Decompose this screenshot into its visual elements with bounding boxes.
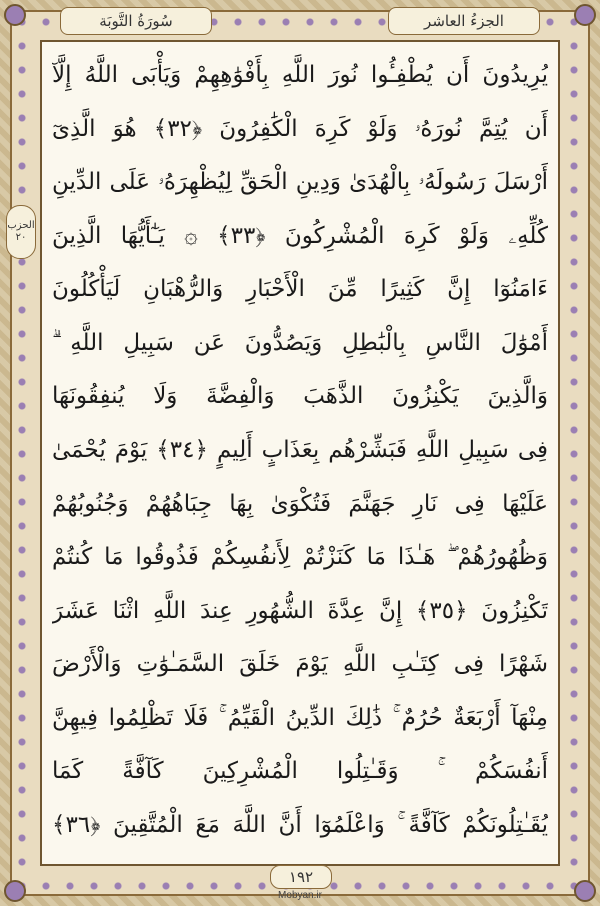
verse-line: فِى سَبِيلِ اللَّهِ فَبَشِّرْهُم بِعَذَابٍ أَلِيمٍ ﴿٣٤﴾ يَوْمَ يُحْمَىٰ <box>52 436 548 463</box>
watermark: Mobyan.ir <box>278 890 322 901</box>
verse-line: وَالَّذِينَ يَكْنِزُونَ الذَّهَبَ وَالْفِضَّةَ وَلَا يُنفِقُونَهَا <box>52 383 548 410</box>
verse-line: أَنفُسَكُمْ ۚ وَقَـٰتِلُوا الْمُشْرِكِينَ كَآفَّةً كَمَا <box>52 758 548 785</box>
hizb-marker <box>6 205 36 259</box>
verse-lines <box>52 50 548 850</box>
verse-line: أَن يُتِمَّ نُورَهُۥ وَلَوْ كَرِهَ الْكَٰفِرُونَ ﴿٣٢﴾ هُوَ الَّذِىٓ <box>52 115 548 142</box>
verse-line: أَمْوَٰلَ النَّاسِ بِالْبَٰطِلِ وَيَصُدُّونَ عَن سَبِيلِ اللَّهِ ۗ <box>52 329 548 356</box>
verse-line: مِنْهَآ أَرْبَعَةٌ حُرُمٌ ۚ ذَٰلِكَ الدِّينُ الْقَيِّمُ ۚ فَلَا تَظْلِمُوا فِيهِنَّ <box>52 704 548 731</box>
juz-title: الجزءُ العاشر <box>388 7 540 35</box>
page-number: ١٩٢ <box>270 865 332 889</box>
verse-line: وَظُهُورُهُمْ ۖ هَـٰذَا مَا كَنَزْتُمْ لِأَنفُسِكُمْ فَذُوقُوا مَا كُنتُمْ <box>52 544 548 571</box>
corner-ornament-icon <box>4 880 26 902</box>
hizb-label: الحزب <box>7 220 35 231</box>
corner-ornament-icon <box>574 4 596 26</box>
verse-line: ءَامَنُوٓا إِنَّ كَثِيرًا مِّنَ الْأَحْبَارِ وَالرُّهْبَانِ لَيَأْكُلُونَ <box>52 276 548 303</box>
verse-line: شَهْرًا فِى كِتَـٰبِ اللَّهِ يَوْمَ خَلَقَ السَّمَـٰوَٰتِ وَالْأَرْضَ <box>52 651 548 678</box>
verse-line: يُقَـٰتِلُونَكُمْ كَآفَّةً ۚ وَاعْلَمُوٓا أَنَّ اللَّهَ مَعَ الْمُتَّقِينَ ﴿٣٦﴾ <box>52 811 548 838</box>
hizb-number: ٢٠ <box>15 232 27 243</box>
corner-ornament-icon <box>4 4 26 26</box>
corner-ornament-icon <box>574 880 596 902</box>
verse-line: تَكْنِزُونَ ﴿٣٥﴾ إِنَّ عِدَّةَ الشُّهُورِ عِندَ اللَّهِ اثْنَا عَشَرَ <box>52 597 548 624</box>
verse-line: كُلِّهِۦ وَلَوْ كَرِهَ الْمُشْرِكُونَ ﴿٣٣﴾ ۞ يَـٰٓأَيُّهَا الَّذِينَ <box>52 222 548 249</box>
surah-title: سُورَةُ التَّوبَة <box>60 7 212 35</box>
verse-line: أَرْسَلَ رَسُولَهُۥ بِالْهُدَىٰ وَدِينِ الْحَقِّ لِيُظْهِرَهُۥ عَلَى الدِّينِ <box>52 169 548 196</box>
verse-line: عَلَيْهَا فِى نَارِ جَهَنَّمَ فَتُكْوَىٰ بِهَا جِبَاهُهُمْ وَجُنُوبُهُمْ <box>52 490 548 517</box>
verse-line: يُرِيدُونَ أَن يُطْفِـُٔوا نُورَ اللَّهِ بِأَفْوَٰهِهِمْ وَيَأْبَى اللَّهُ إِلَّآ <box>52 62 548 88</box>
page-header <box>60 6 540 36</box>
